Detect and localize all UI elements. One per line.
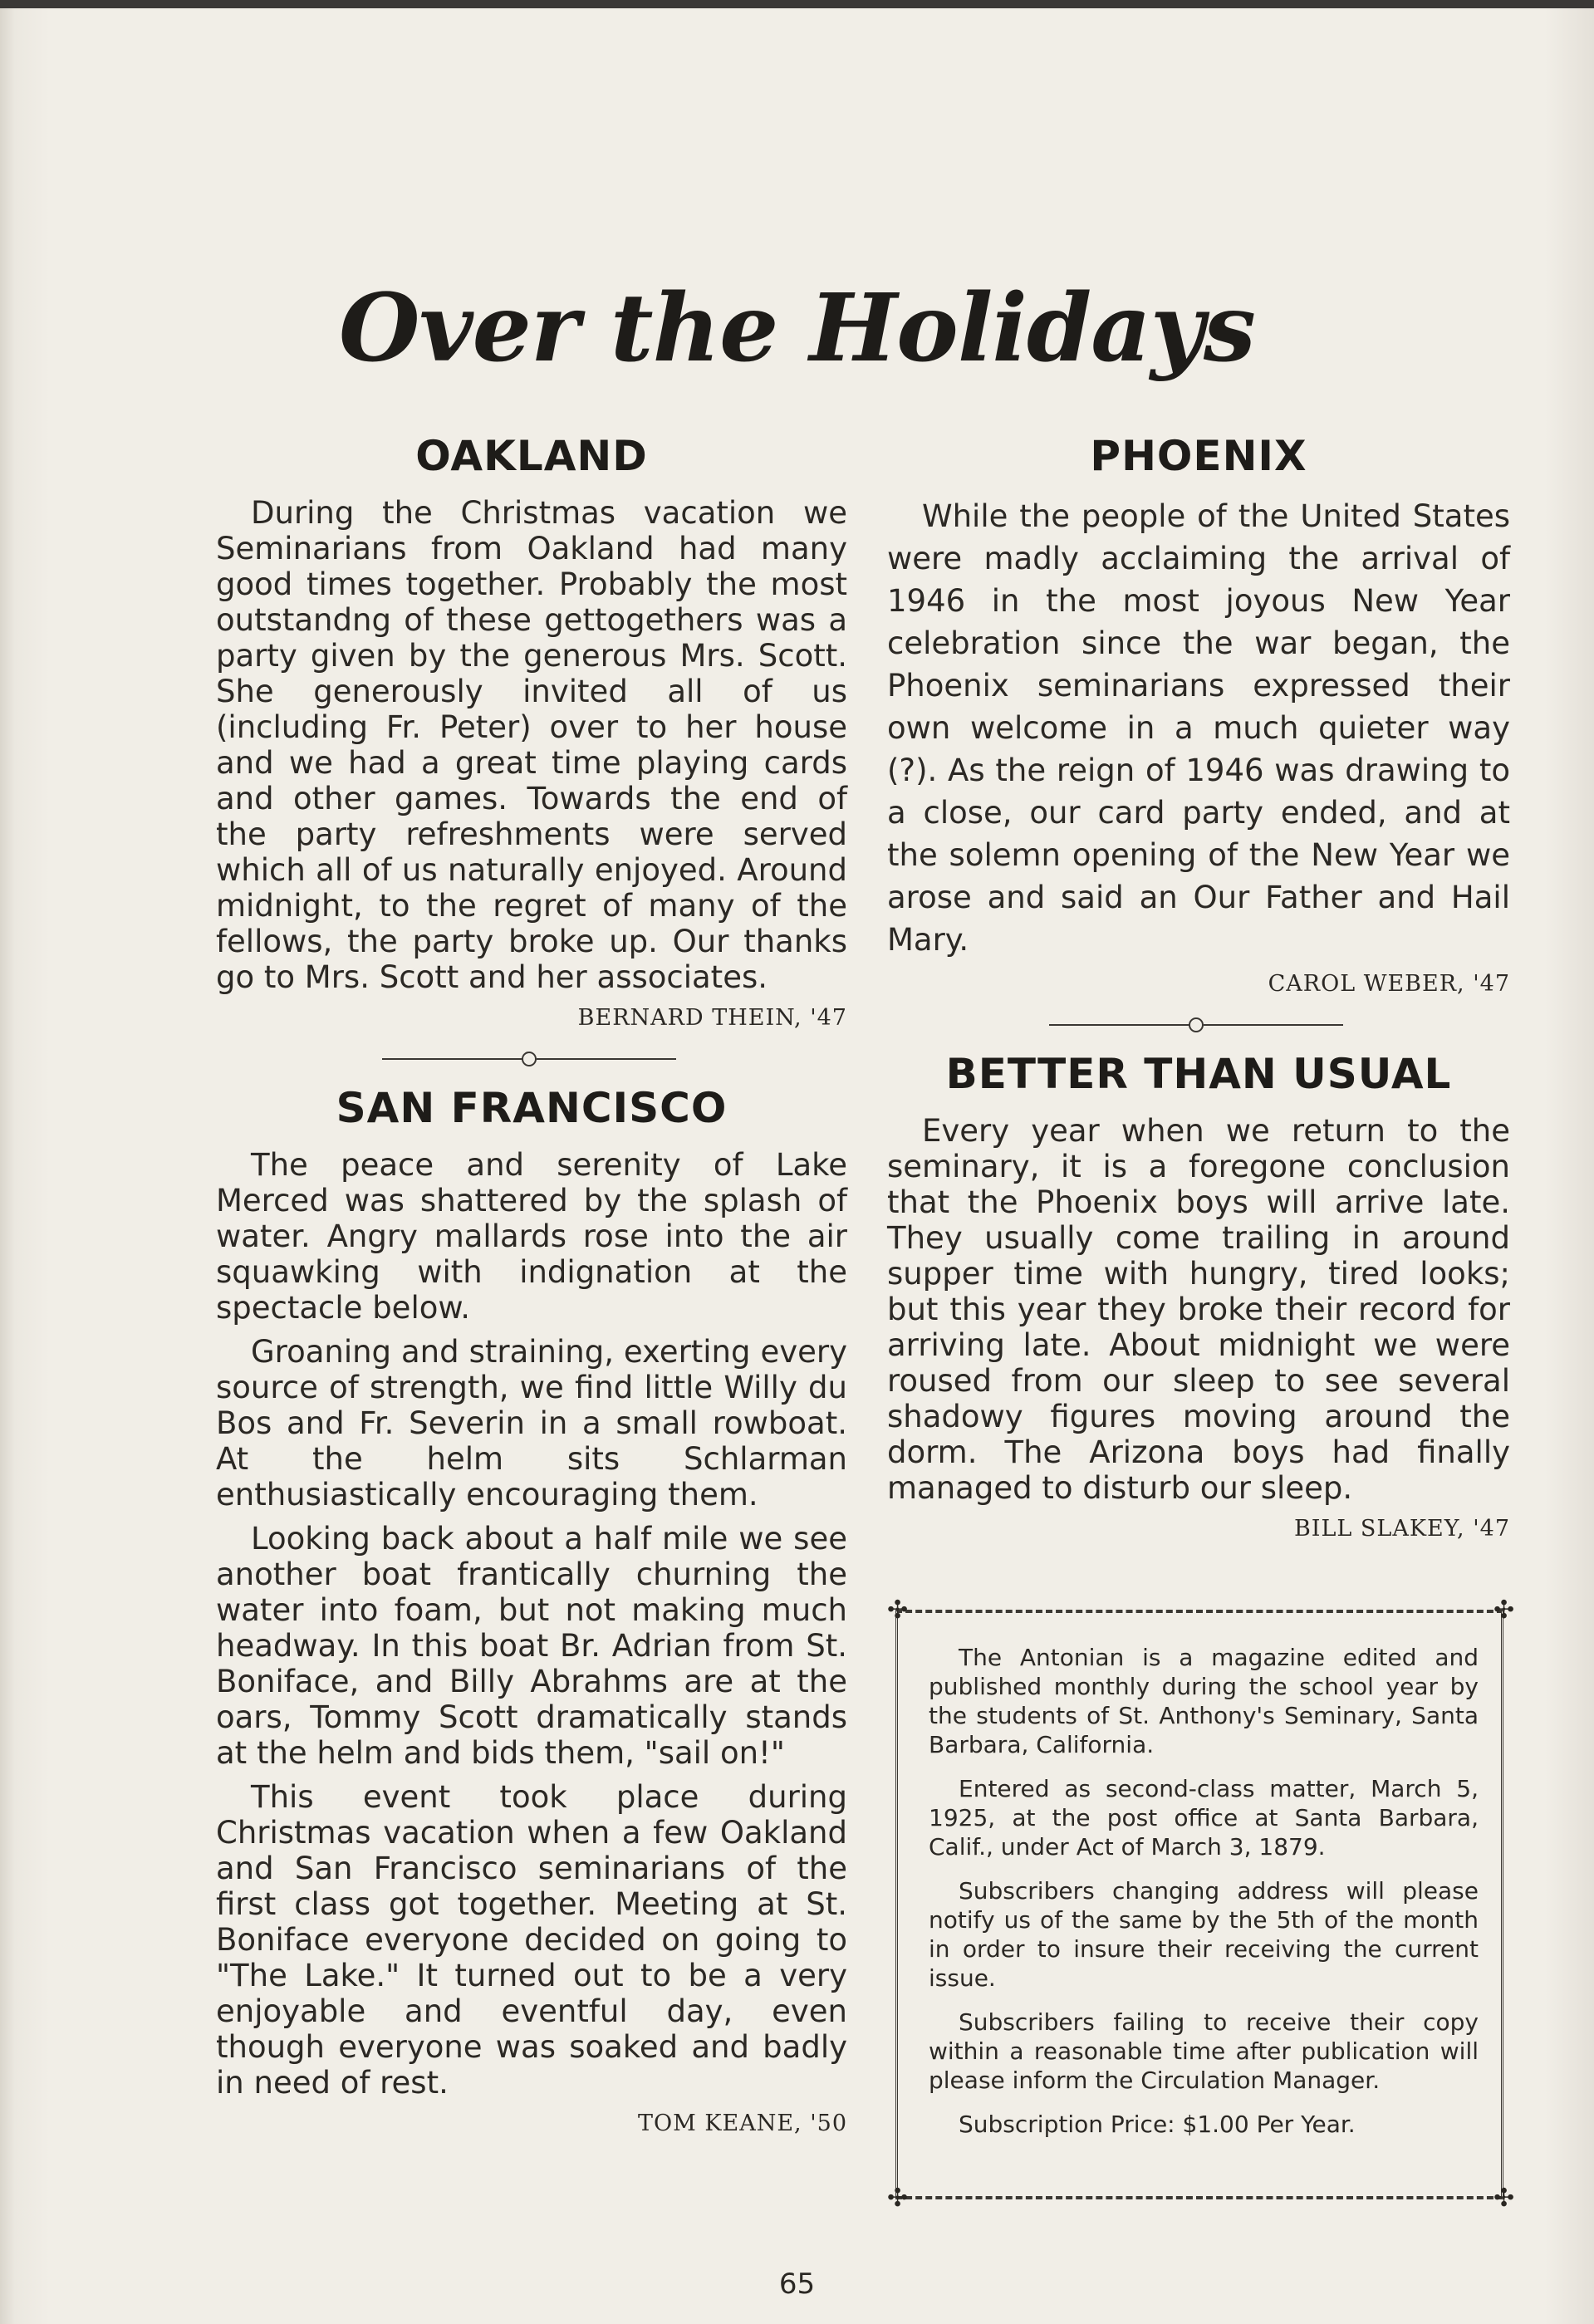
- better-than-usual-body: Every year when we return to the seminary, it is a foregone conclusion that the Phoenix boys will arrive late. They usually come trailing in around supper time with hungry, tired looks; but this year they broke their record for arriving late. About midnight we were roused from our sleep to see several shadowy figures moving around the dorm. The Arizona boys had finally managed to disturb our sleep.: [887, 1113, 1510, 1506]
- page-number: 65: [778, 2268, 816, 2301]
- corner-ornament-icon: ✣: [1493, 1596, 1515, 1625]
- san-francisco-byline: TOM KEANE, '50: [637, 2111, 847, 2136]
- corner-ornament-icon: ✣: [887, 2184, 909, 2213]
- san-francisco-heading: SAN FRANCISCO: [336, 1084, 728, 1132]
- publication-notice-box: [887, 1596, 1515, 2213]
- san-francisco-paragraph-3: Looking back about a half mile we see another boat frantically churning the water into foam, but not making much headway. In this boat Br. Adrian from St. Boniface, and Billy Abrahms are at the oars, Tommy Scott dramatically stands at the helm and bids them, "sail on!": [216, 1521, 847, 1771]
- notice-paragraph: The Antonian is a magazine edited and published monthly during the school year by the students of St. Anthony's Seminary, Santa Barbara, California.: [929, 1644, 1479, 1758]
- corner-ornament-icon: ✣: [1493, 2184, 1515, 2213]
- better-than-usual-byline: BILL SLAKEY, '47: [1293, 1516, 1510, 1542]
- phoenix-article: [887, 432, 1510, 997]
- san-francisco-paragraph-4: This event took place during Christmas vacation when a few Oakland and San Francisco seminarians of the first class got together. Meeting at St. Boniface everyone decided on going to "The Lake." It turned out to be a very enjoyable and eventful day, even though everyone was soaked and badly in need of rest.: [216, 1779, 847, 2101]
- oakland-byline: BERNARD THEIN, '47: [577, 1005, 847, 1031]
- notice-paragraph: Entered as second-class matter, March 5, 1925, at the post office at Santa Barbara, Calif., under Act of March 3, 1879.: [929, 1775, 1479, 1861]
- san-francisco-paragraph-2: Groaning and straining, exerting every source of strength, we find little Willy du Bos and Fr. Severin in a small rowboat. At the helm sits Schlarman enthusiastically encouraging them.: [216, 1334, 847, 1513]
- oakland-heading: OAKLAND: [415, 432, 648, 480]
- subscription-price: Subscription Price: $1.00 Per Year.: [959, 2111, 1356, 2138]
- right-column: [887, 432, 1510, 1542]
- top-edge: [0, 0, 1594, 8]
- better-than-usual-heading: BETTER THAN USUAL: [945, 1050, 1452, 1098]
- notice-paragraph: Subscribers failing to receive their copy within a reasonable time after publication will please inform the Circulation Manager.: [929, 2008, 1479, 2094]
- section-divider: [887, 1008, 1510, 1042]
- phoenix-heading: PHOENIX: [1090, 432, 1307, 480]
- better-than-usual-article: [887, 1050, 1510, 1542]
- phoenix-byline: CAROL WEBER, '47: [1268, 971, 1510, 997]
- left-column: [216, 432, 847, 2136]
- san-francisco-paragraph-1: The peace and serenity of Lake Merced was shattered by the splash of water. Angry mallards rose into the air squawking with indignation at the spectacle below.: [216, 1147, 847, 1326]
- oakland-article: [216, 432, 847, 1031]
- san-francisco-article: [216, 1084, 847, 2136]
- page-title: Over the Holidays: [339, 274, 1255, 383]
- notice-content: [929, 1643, 1479, 2154]
- phoenix-body: While the people of the United States were madly acclaiming the arrival of 1946 in the most joyous New Year celebration since the war began, the Phoenix seminarians expressed their own welcome in a much quieter way (?). As the reign of 1946 was drawing to a close, our card party ended, and at the solemn opening of the New Year we arose and said an Our Father and Hail Mary.: [887, 498, 1510, 958]
- section-divider: [216, 1042, 847, 1076]
- oakland-body: During the Christmas vacation we Seminarians from Oakland had many good times together. Probably the most outstandng of these gettogethers was a party given by the generous Mrs. Scott. She generously invited all of us (including Fr. Peter) over to her house and we had a great time playing cards and other games. Towards the end of the party refreshments were served which all of us naturally enjoyed. Around midnight, to the regret of many of the fellows, the party broke up. Our thanks go to Mrs. Scott and her associates.: [216, 495, 847, 995]
- corner-ornament-icon: ✣: [887, 1596, 909, 1625]
- notice-paragraph: Subscribers changing address will please notify us of the same by the 5th of the month in order to insure their receiving the current issue.: [929, 1877, 1479, 1992]
